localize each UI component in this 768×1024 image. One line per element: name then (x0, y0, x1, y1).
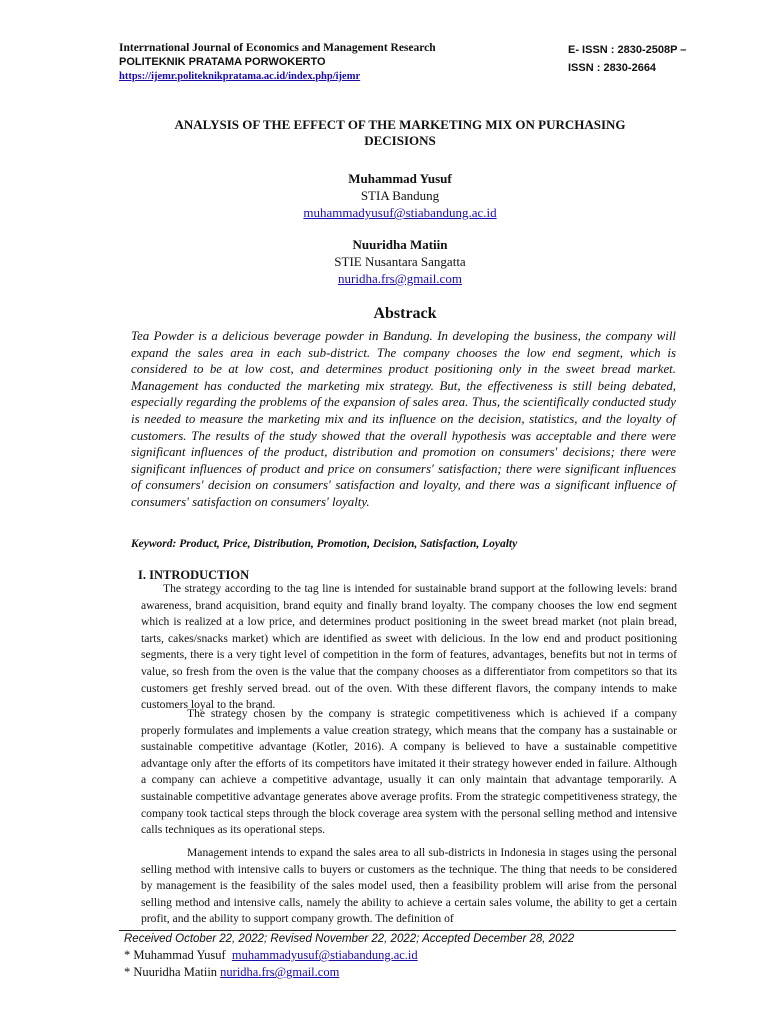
journal-url-link[interactable]: https://ijemr.politeknikpratama.ac.id/index.php/ijemr (119, 71, 361, 82)
introduction-heading: I. INTRODUCTION (138, 568, 250, 582)
author-block (200, 170, 600, 221)
author-name: Muhammad Yusuf (348, 171, 452, 186)
author-affiliation: STIA Bandung (360, 188, 440, 203)
body-paragraph: The strategy chosen by the company is strategic competitiveness which is achieved if a company properly formulates and implements a value creation strategy, which means that the company has a sustainable or sustainable competitive advantage (Kotler, 2016). A company is believed to have a sustainable competitive advantage only after the efforts of its competitors have imitated it their strategy however ended in failure. Although a company can achieve a competitive advantage, usually it can only maintain that advantage temporarily. A sustainable competitive advantage generates above average profits. From the strategic competitiveness strategy, the company took tactical steps through the block coverage area system with the personal selling method and intensive calls techniques as its operational steps. (141, 707, 677, 837)
footnote-author-name: * Muhammad Yusuf (124, 948, 226, 962)
footnote-divider (119, 930, 676, 931)
author-block (200, 236, 600, 287)
publisher-name: POLITEKNIK PRATAMA PORWOKERTO (119, 56, 326, 68)
abstract-heading: Abstrack (373, 305, 437, 322)
body-paragraph: Management intends to expand the sales area to all sub-districts in Indonesia in stages using the personal selling method with intensive calls to buyers or customers as the technique. The thing that needs to be considered by management is the feasibility of the sales model used, then a feasibility problem will arise from the personal selling method and intensive calls, namely the ability to achieve a certain sales volume, the ability to get a certain profit, and the ability to support company growth. The definition of (141, 846, 677, 926)
footnote-email-link[interactable]: muhammadyusuf@stiabandung.ac.id (231, 948, 418, 962)
keywords-line: Keyword: Product, Price, Distribution, Promotion, Decision, Satisfaction, Loyalty (131, 538, 518, 550)
footnote-author (124, 965, 339, 980)
abstract-text: Tea Powder is a delicious beverage powder in Bandung. In developing the business, the company will expand the sales area in each sub-district. The company chooses the low end segment, which is considered to be at low cost, and determines product positioning only in the sweet bread market. Management has conducted the marketing mix strategy. But, the effectiveness is still being debated, especially regarding the problems of the expansion of sales area. Thus, the scientifically conducted study is needed to measure the marketing mix and its influence on the decision, statistics, and the loyalty of customers. The results of the study showed that the overall hypothesis was acceptable and there were significant influences of the product, distribution and promotion on consumers' decisions; there were significant influences of product and price on consumers' satisfaction; there were significant influences of consumers' decision on consumers' satisfaction and loyalty, and there was a significant influence of consumers' satisfaction on consumers' loyalty. (131, 329, 676, 509)
author-email-link[interactable]: muhammadyusuf@stiabandung.ac.id (303, 205, 497, 220)
journal-header (119, 41, 436, 84)
footnote-email-link[interactable]: nuridha.frs@gmail.com (220, 965, 340, 979)
received-dates: Received October 22, 2022; Revised November 22, 2022; Accepted December 28, 2022 (124, 933, 575, 945)
journal-name: Interrnational Journal of Economics and Management Research (119, 42, 436, 54)
author-email-link[interactable]: nuridha.frs@gmail.com (338, 271, 462, 286)
issn-block (568, 41, 686, 77)
paper-title: ANALYSIS OF THE EFFECT OF THE MARKETING MIX ON PURCHASING DECISIONS (174, 117, 626, 148)
eissn-label: E- ISSN : 2830-2508P – (568, 44, 687, 56)
author-affiliation: STIE Nusantara Sangatta (334, 254, 466, 269)
footnote-author-name: * Nuuridha Matiin (124, 965, 218, 979)
issn-label: ISSN : 2830-2664 (568, 62, 657, 74)
body-paragraph: The strategy according to the tag line is intended for sustainable brand support at the following levels: brand awareness, brand acquisition, brand equity and finally brand loyalty. The company chooses the low end segment which is realized at a low price, and determines product positioning in the sweet bread market (not plain bread, tarts, cakes/snacks market) which are identified as sweet with delicious. In the low end and product positioning segments, there is a very tight level of competition in the form of features, advantages, benefits but not in terms of value, so fresh from the oven is the value that the company chooses as a differentiator from competitors so that its customers get freshly served bread. out of the oven. With these different flavors, the company intends to make customers loyal to the brand. (141, 582, 677, 712)
footnote-author (124, 948, 418, 963)
author-name: Nuuridha Matiin (352, 237, 448, 252)
